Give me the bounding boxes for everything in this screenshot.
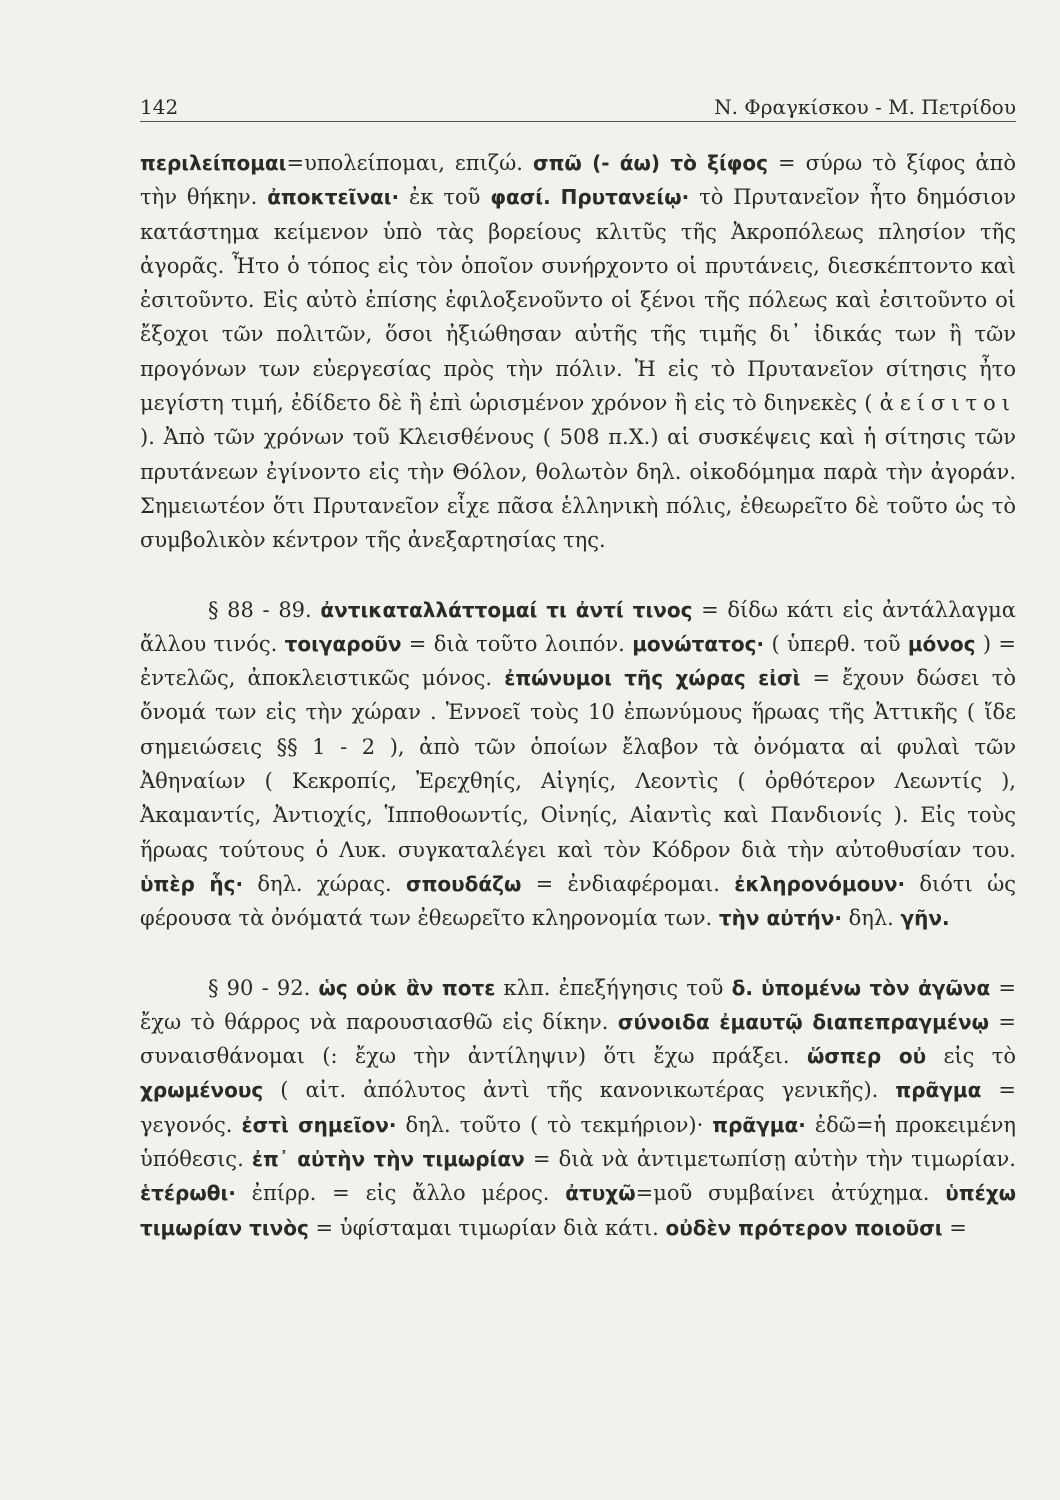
text-run: ( ὑπερθ. τοῦ	[764, 631, 908, 656]
text-run: ) = ἐντελῶς, ἀποκλειστικῶς μόνος.	[140, 631, 1016, 691]
bold-term: μόνος	[907, 631, 976, 656]
bold-term: ὥσπερ οὐ	[806, 1044, 927, 1069]
bold-term: ὑπέχω τιμωρίαν τινὸς	[140, 1181, 1016, 1240]
bold-term: ὑπὲρ ἧς·	[140, 871, 244, 896]
text-run: δηλ. τοῦτο ( τὸ τεκμήριον)·	[396, 1112, 713, 1137]
bold-term: σπουδάζω	[406, 871, 522, 896]
text-run: =	[942, 1215, 967, 1240]
bold-term: τὴν αὐτήν·	[718, 906, 842, 931]
text-run: = ἔχω τὸ θάρρος νὰ παρουσιασθῶ εἰς δίκην.	[140, 975, 1016, 1034]
text-run: = συναισθάνομαι (: ἔχω τὴν ἀντίληψιν) ὅτι ἔχω πράξει.	[140, 1009, 1017, 1069]
text-run: = γεγονός.	[140, 1078, 1016, 1137]
text-run: διότι ὡς φέρουσα τὰ ὀνόματά των ἐθεωρεῖτο κληρονομία των.	[140, 871, 1016, 931]
bold-term: ἑτέρωθι·	[140, 1181, 236, 1206]
text-run	[753, 976, 761, 1000]
text-run: = διὰ νὰ ἀντιμετωπίσῃ αὐτὴν τὴν τιμωρίαν.	[524, 1147, 1016, 1172]
page-number: 142	[140, 95, 179, 119]
text-run: κλπ. ἐπεξήγησις τοῦ	[495, 975, 732, 1000]
bold-term: μονώτατος·	[632, 631, 765, 656]
bold-term: ἀντικαταλλάττομαί τι ἀντί τινος	[320, 597, 693, 622]
bold-term: σύνοιδα ἐμαυτῷ διαπεπραγμένῳ	[617, 1009, 989, 1034]
running-title: Ν. Φραγκίσκου - Μ. Πετρίδου	[714, 95, 1016, 119]
text-run: ( αἰτ. ἀπόλυτος ἀντὶ τῆς κανονικωτέρας γενικῆς).	[263, 1078, 896, 1103]
bold-term: ἐκληρονόμουν·	[734, 871, 906, 896]
text-run: = ἐνδιαφέρομαι.	[521, 871, 735, 896]
text-run: =μοῦ συμβαίνει ἀτύχημα.	[635, 1181, 946, 1206]
bold-term: ἐπ᾿ αὐτὴν τὴν τιμωρίαν	[251, 1147, 525, 1172]
text-run: § 88 - 89.	[208, 597, 321, 622]
bold-term: περιλείπομαι	[140, 151, 287, 175]
bold-term: ἐπώνυμοι τῆς χώρας εἰσὶ	[504, 666, 801, 691]
text-run: εἰς τὸ	[926, 1044, 1016, 1069]
bold-term: γῆν.	[900, 906, 950, 931]
text-run: § 90 - 92.	[208, 975, 319, 1000]
text-run: ). Ἀπὸ τῶν χρόνων τοῦ Κλεισθένους ( 508 π.Χ.) αἱ συσκέψεις καὶ ἡ σίτησις τῶν πρυτάνεων ἐγίνοντο εἰς τὴν Θόλον, θολωτὸν δηλ. οἰκοδόμημα παρὰ τὴν ἀγοράν. Σημειωτέον ὅτι Πρυτανεῖον εἶχε πᾶσα ἑλληνικὴ πόλις, ἐθεωρεῖτο δὲ τοῦτο ὡς τὸ συμβολικὸν κέντρον τῆς ἀνεξαρτησίας της.	[140, 425, 1016, 553]
text-run: = ἔχουν δώσει τὸ ὄνομά των εἰς τὴν χώραν . Ἐννοεῖ τοὺς 10 ἐπωνύμους ἥρωας τῆς Ἀττικῆς ( ἴδε σημειώσεις §§ 1 - 2 ), ἀπὸ τῶν ὁποίων ἔλαβον τὰ ὀνόματα αἱ φυλαὶ τῶν Ἀθηναίων ( Κεκροπίς, Ἐρεχθηίς, Αἰγηίς, Λεοντὶς ( ὀρθότερον Λεωντίς ), Ἀκαμαντίς, Ἀντιοχίς, Ἱπποθοωντίς, Οἰνηίς, Αἰαντὶς καὶ Πανδιονίς ). Εἰς τοὺς ἥρωας τούτους ὁ Λυκ. συγκαταλέγει καὶ τὸν Κόδρον διὰ τὴν αὐτοθυσίαν του.	[140, 666, 1016, 862]
text-run	[551, 185, 561, 209]
bold-term: Πρυτανείῳ·	[560, 185, 690, 210]
page-body	[140, 146, 1016, 1245]
text-run: = διὰ τοῦτο λοιπόν.	[401, 631, 633, 656]
text-run: ἐπίρρ. = εἰς ἄλλο μέρος.	[235, 1181, 566, 1206]
bold-term: τοιγαροῦν	[284, 631, 402, 656]
text-run: ἐδῶ=ἡ προκειμένη ὑπόθεσις.	[140, 1112, 1016, 1172]
paragraph-section-88-89	[140, 593, 1016, 936]
bold-term: φασί.	[490, 185, 551, 210]
spaced-term: ἀείσιτοι	[879, 391, 1016, 416]
text-run: = δίδω κάτι εἰς ἀντάλλαγμα ἄλλου τινός.	[140, 597, 1016, 656]
text-run: τὸ Πρυτανεῖον ἦτο δημόσιον κατάστημα κείμενον ὑπὸ τὰς βορείους κλιτῦς τῆς Ἀκροπόλεως πλησίον τῆς ἀγορᾶς. Ἦτο ὁ τόπος εἰς τὸν ὁποῖον συνήρχοντο οἱ πρυτάνεις, διεσκέπτοντο καὶ ἐσιτοῦντο. Εἰς αὐτὸ ἐπίσης ἐφιλοξενοῦντο οἱ ξένοι τῆς πόλεως καὶ ἐσιτοῦντο οἱ ἔξοχοι τῶν πολιτῶν, ὅσοι ἠξιώθησαν αὐτῆς τῆς τιμῆς δι᾿ ἰδικάς των ἢ τῶν προγόνων των εὐεργεσίας πρὸς τὴν πόλιν. Ἡ εἰς τὸ Πρυτανεῖον σίτησις ἦτο μεγίστη τιμή, ἐδίδετο δὲ ἢ ἐπὶ ὡρισμένον χρόνον ἢ εἰς τὸ διηνεκὲς (	[140, 185, 1016, 416]
bold-term: ἀτυχῶ	[565, 1181, 636, 1206]
paragraph-prytaneion	[140, 146, 1016, 558]
page-header	[140, 86, 1016, 122]
text-run: δηλ. χώρας.	[243, 871, 407, 896]
text-run: = ὑφίσταμαι τιμωρίαν διὰ κάτι.	[308, 1215, 666, 1240]
paragraph-section-90-92	[140, 971, 1016, 1245]
text-run: =υπολείπομαι, επιζώ.	[286, 151, 533, 175]
bold-term: πρᾶγμα	[895, 1078, 982, 1103]
text-run: = σύρω τὸ ξίφος ἀπὸ τὴν θήκην.	[140, 151, 1017, 210]
bold-term: ὑπομένω τὸν ἀγῶνα	[761, 975, 991, 1000]
bold-term: ἀποκτεῖναι·	[267, 185, 400, 210]
bold-term: πρᾶγμα·	[712, 1112, 806, 1137]
text-run: ἐκ τοῦ	[399, 185, 491, 210]
bold-term: ἐστὶ σημεῖον·	[241, 1112, 397, 1137]
bold-term: σπῶ (- άω) τὸ ξίφος	[533, 151, 769, 175]
bold-term: οὐδὲν πρότερον ποιοῦσι	[665, 1215, 943, 1240]
bold-term: δ.	[731, 975, 753, 1000]
bold-term: χρωμένους	[140, 1078, 264, 1103]
bold-term: ὡς οὐκ ἂν ποτε	[318, 975, 496, 1000]
text-run: δηλ.	[841, 906, 901, 931]
